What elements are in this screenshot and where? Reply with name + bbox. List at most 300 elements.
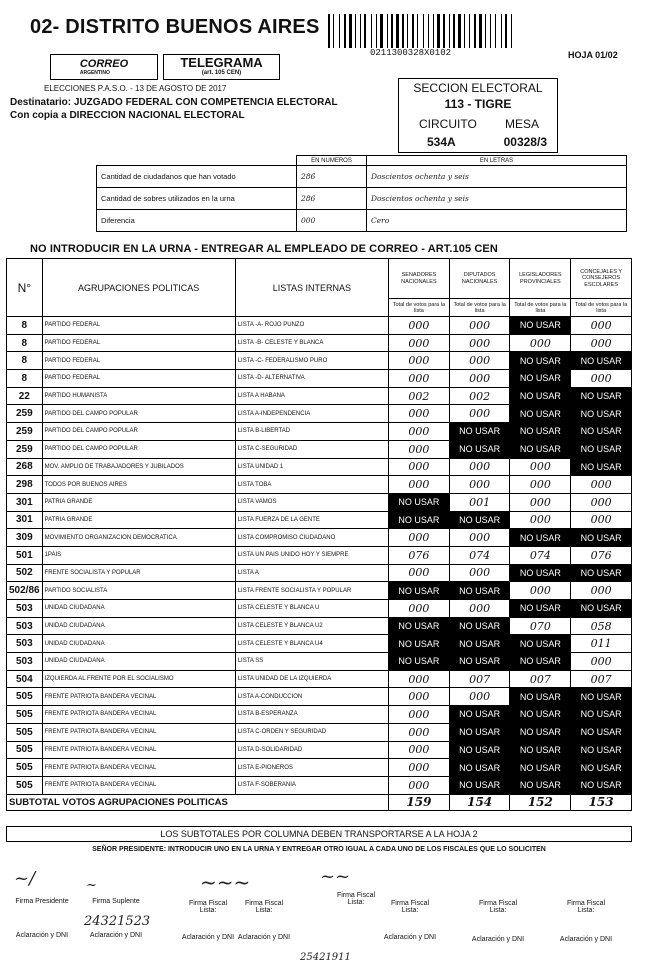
barcode-bar <box>428 14 429 48</box>
votes-table <box>6 258 632 811</box>
cell-senadores: NO USAR <box>389 582 450 600</box>
cell-legisladores: NO USAR <box>510 405 571 423</box>
cell-legisladores: NO USAR <box>510 529 571 547</box>
summary-table <box>96 155 627 232</box>
row-number: 505 <box>7 688 43 706</box>
cell-concejales: 000 <box>571 476 632 494</box>
cell-legisladores: 000 <box>510 582 571 600</box>
table-row <box>7 564 632 582</box>
barcode-bar <box>389 14 390 48</box>
table-row <box>7 334 632 352</box>
cell-diputados: 000 <box>449 476 510 494</box>
row-number: 309 <box>7 529 43 547</box>
barcode-bar <box>485 14 486 48</box>
cell-legisladores: NO USAR <box>510 387 571 405</box>
table-row <box>7 529 632 547</box>
cell-legisladores: NO USAR <box>510 776 571 794</box>
signature-scribble: ~ <box>86 878 97 893</box>
row-agrupacion: 1PAIS <box>42 546 235 564</box>
cell-senadores: 000 <box>389 688 450 706</box>
cell-legisladores: NO USAR <box>510 741 571 759</box>
row-number: 505 <box>7 741 43 759</box>
barcode-bar <box>474 14 476 48</box>
cell-diputados: 000 <box>449 370 510 388</box>
cell-legisladores: NO USAR <box>510 600 571 618</box>
row-number: 503 <box>7 653 43 671</box>
row-lista: LISTA SS <box>235 653 388 671</box>
president-note: SEÑOR PRESIDENTE: INTRODUCIR UNO EN LA URNA Y ENTREGAR OTRO IGUAL A CADA UNO DE LOS FISCALES QUE LO SOLICITEN <box>92 846 546 853</box>
barcode-bar <box>371 14 372 48</box>
cell-concejales: NO USAR <box>571 529 632 547</box>
row-number: 22 <box>7 387 43 405</box>
barcode-bar <box>396 14 399 48</box>
barcode-bar <box>355 14 356 48</box>
row-agrupacion: FRENTE PATRIOTA BANDERA VECINAL <box>42 688 235 706</box>
cell-senadores: 000 <box>389 405 450 423</box>
cell-legisladores: 000 <box>510 334 571 352</box>
aclaracion-suplente: Aclaración y DNI <box>89 932 143 939</box>
row-number: 505 <box>7 706 43 724</box>
cell-concejales: 007 <box>571 670 632 688</box>
col-num: N° <box>7 259 43 317</box>
row-lista: LISTA -C- FEDERALISMO PURO <box>235 352 388 370</box>
subtotal-legisladores: 152 <box>510 794 571 810</box>
summary-label: Diferencia <box>97 210 297 232</box>
telegrama-subtitle: (art. 105 CEN) <box>201 70 242 76</box>
cell-legisladores: 000 <box>510 493 571 511</box>
table-row <box>7 706 632 724</box>
row-number: 8 <box>7 317 43 335</box>
cell-senadores: 000 <box>389 334 450 352</box>
barcode-bar <box>456 14 457 48</box>
cell-senadores: 000 <box>389 706 450 724</box>
barcode-bar <box>449 14 450 48</box>
row-number: 503 <box>7 635 43 653</box>
cell-senadores: NO USAR <box>389 493 450 511</box>
cell-diputados: 000 <box>449 317 510 335</box>
row-agrupacion: PARTIDO DEL CAMPO POPULAR <box>42 423 235 441</box>
barcode-bar <box>508 14 510 48</box>
barcode-bar <box>402 14 404 48</box>
col-concejales: CONCEJALES Y CONSEJEROS ESCOLARES <box>571 259 632 299</box>
warning-text: NO INTRODUCIR EN LA URNA - ENTREGAR AL EMPLEADO DE CORREO - ART.105 CEN <box>30 243 498 255</box>
copia: Con copia a DIRECCION NACIONAL ELECTORAL <box>10 110 245 121</box>
barcode-bar <box>339 14 340 48</box>
row-agrupacion: UNIDAD CIUDADANA <box>42 600 235 618</box>
seccion-box <box>398 78 558 153</box>
firma-fiscal-1: Firma Fiscal Lista: <box>188 900 228 914</box>
row-lista: LISTA FUERZA DE LA GENTE <box>235 511 388 529</box>
barcode-bar <box>364 14 366 48</box>
row-number: 259 <box>7 440 43 458</box>
row-lista: LISTA CELESTE Y BLANCA U2 <box>235 617 388 635</box>
barcode-bar <box>400 14 401 48</box>
barcode-bar <box>419 14 422 48</box>
cell-legisladores: NO USAR <box>510 440 571 458</box>
signature-scribble: ~~ <box>320 866 351 887</box>
barcode-bar <box>331 14 332 48</box>
cell-diputados: 000 <box>449 600 510 618</box>
col-senadores: SENADORES NACIONALES <box>389 259 450 299</box>
row-lista: LISTA UNIDAD 1 <box>235 458 388 476</box>
cell-senadores: 000 <box>389 741 450 759</box>
barcode <box>328 14 558 48</box>
cell-legisladores: NO USAR <box>510 317 571 335</box>
barcode-bar <box>433 14 434 48</box>
cell-legisladores: 000 <box>510 458 571 476</box>
barcode-bar <box>441 14 442 48</box>
cell-diputados: 000 <box>449 405 510 423</box>
cell-concejales: 000 <box>571 582 632 600</box>
barcode-bar <box>405 14 406 48</box>
circuito-value: 534A <box>427 135 456 149</box>
row-lista: LISTA VAMOS <box>235 493 388 511</box>
cell-senadores: 076 <box>389 546 450 564</box>
cell-legisladores: NO USAR <box>510 352 571 370</box>
cell-legisladores: 007 <box>510 670 571 688</box>
cell-diputados: 000 <box>449 564 510 582</box>
row-number: 8 <box>7 370 43 388</box>
barcode-bar <box>341 14 343 48</box>
cell-diputados: NO USAR <box>449 582 510 600</box>
cell-legisladores: NO USAR <box>510 723 571 741</box>
row-agrupacion: PARTIDO FEDERAL <box>42 352 235 370</box>
barcode-bar <box>328 14 330 48</box>
cell-diputados: 007 <box>449 670 510 688</box>
barcode-bar <box>437 14 440 48</box>
signatures-area <box>0 862 640 962</box>
barcode-bar <box>373 14 375 48</box>
table-row <box>7 653 632 671</box>
cell-concejales: NO USAR <box>571 352 632 370</box>
row-number: 501 <box>7 546 43 564</box>
summary-num: 286 <box>297 166 367 188</box>
barcode-bar <box>349 14 352 48</box>
recipients <box>10 96 338 122</box>
aclaracion-presidente: Aclaración y DNI <box>15 932 69 939</box>
barcode-bar <box>490 14 491 48</box>
table-row <box>7 759 632 777</box>
cell-concejales: NO USAR <box>571 564 632 582</box>
barcode-bar <box>360 14 361 48</box>
barcode-bar <box>347 14 348 48</box>
seccion-value: 113 - TIGRE <box>444 97 512 111</box>
telegrama-box <box>163 54 280 80</box>
barcode-bar <box>469 14 470 48</box>
total-label: Total de votos para la lista <box>389 299 450 317</box>
cell-senadores: 000 <box>389 423 450 441</box>
row-lista: LISTA FRENTE SOCIALISTA Y POPULAR <box>235 582 388 600</box>
barcode-bar <box>513 14 515 48</box>
row-agrupacion: PARTIDO SOCIALISTA <box>42 582 235 600</box>
barcode-bar <box>497 14 500 48</box>
cell-legisladores: 070 <box>510 617 571 635</box>
row-lista: LISTA E-PIONEROS <box>235 759 388 777</box>
barcode-bar <box>430 14 432 48</box>
barcode-bar <box>446 14 448 48</box>
summary-num: 000 <box>297 210 367 232</box>
firma-suplente: Firma Suplente <box>92 898 140 905</box>
barcode-bar <box>479 14 482 48</box>
district-title: 02- DISTRITO BUENOS AIRES <box>30 16 320 38</box>
barcode-bar <box>425 14 427 48</box>
row-number: 503 <box>7 617 43 635</box>
barcode-bar <box>394 14 395 48</box>
barcode-bar <box>492 14 494 48</box>
cell-diputados: NO USAR <box>449 511 510 529</box>
barcode-bar <box>458 14 461 48</box>
table-row <box>7 511 632 529</box>
cell-diputados: NO USAR <box>449 617 510 635</box>
transport-note: LOS SUBTOTALES POR COLUMNA DEBEN TRANSPORTARSE A LA HOJA 2 <box>6 826 632 842</box>
barcode-number: 0211300328X0102 <box>370 48 452 58</box>
cell-diputados: 000 <box>449 688 510 706</box>
cell-concejales: 000 <box>571 653 632 671</box>
summary-num: 286 <box>297 188 367 210</box>
cell-concejales: 000 <box>571 317 632 335</box>
row-agrupacion: FRENTE SOCIALISTA Y POPULAR <box>42 564 235 582</box>
barcode-bar <box>367 14 370 48</box>
table-row <box>7 600 632 618</box>
destinatario: Destinatario: JUZGADO FEDERAL CON COMPETENCIA ELECTORAL <box>10 97 338 108</box>
cell-senadores: 000 <box>389 317 450 335</box>
telegrama-title: TELEGRAMA <box>180 55 263 70</box>
cell-senadores: 000 <box>389 600 450 618</box>
firma-presidente: Firma Presidente <box>15 898 69 905</box>
mesa-label: MESA <box>504 117 539 131</box>
barcode-bar <box>333 14 334 48</box>
cell-diputados: NO USAR <box>449 423 510 441</box>
barcode-bar <box>464 14 465 48</box>
cell-senadores: 000 <box>389 670 450 688</box>
cell-concejales: NO USAR <box>571 706 632 724</box>
row-number: 8 <box>7 352 43 370</box>
aclaracion-fiscal-6: Aclaración y DNI <box>559 936 613 943</box>
barcode-bar <box>387 14 388 48</box>
cell-senadores: NO USAR <box>389 617 450 635</box>
firma-fiscal-6: Firma Fiscal Lista: <box>566 900 606 914</box>
cell-diputados: NO USAR <box>449 723 510 741</box>
row-agrupacion: PARTIDO DEL CAMPO POPULAR <box>42 405 235 423</box>
cell-senadores: NO USAR <box>389 511 450 529</box>
cell-legisladores: NO USAR <box>510 635 571 653</box>
barcode-bar <box>451 14 452 48</box>
row-number: 301 <box>7 493 43 511</box>
row-lista: LISTA CELESTE Y BLANCA U <box>235 600 388 618</box>
row-number: 505 <box>7 723 43 741</box>
col-legisladores: LEGISLADORES PROVINCIALES <box>510 259 571 299</box>
barcode-bar <box>487 14 489 48</box>
cell-concejales: NO USAR <box>571 387 632 405</box>
table-row <box>7 370 632 388</box>
barcode-bar <box>466 14 468 48</box>
page-number: HOJA 01/02 <box>568 50 618 60</box>
table-row <box>7 387 632 405</box>
cell-concejales: 000 <box>571 370 632 388</box>
table-row <box>7 723 632 741</box>
barcode-bar <box>462 14 463 48</box>
col-diputados: DIPUTADOS NACIONALES <box>449 259 510 299</box>
row-agrupacion: PARTIDO HUMANISTA <box>42 387 235 405</box>
handwritten-dni: 24321523 <box>84 914 151 929</box>
firma-fiscal-5: Firma Fiscal Lista: <box>478 900 518 914</box>
firma-fiscal-4: Firma Fiscal Lista: <box>390 900 430 914</box>
table-row <box>7 635 632 653</box>
cell-senadores: 000 <box>389 458 450 476</box>
cell-senadores: 000 <box>389 476 450 494</box>
cell-diputados: NO USAR <box>449 759 510 777</box>
cell-concejales: 000 <box>571 493 632 511</box>
cell-legisladores: NO USAR <box>510 706 571 724</box>
barcode-bar <box>357 14 359 48</box>
handwritten-bottom: 25421911 <box>300 952 351 963</box>
cell-diputados: 000 <box>449 529 510 547</box>
cell-diputados: 001 <box>449 493 510 511</box>
cell-legisladores: NO USAR <box>510 564 571 582</box>
cell-concejales: 000 <box>571 511 632 529</box>
summary-letras: Cero <box>367 210 627 232</box>
cell-concejales: NO USAR <box>571 776 632 794</box>
row-agrupacion: MOV. AMPLIO DE TRABAJADORES Y JUBILADOS <box>42 458 235 476</box>
barcode-bar <box>423 14 424 48</box>
barcode-bar <box>376 14 377 48</box>
barcode-bar <box>378 14 379 48</box>
row-lista: LISTA COMPROMISO CIUDADANO <box>235 529 388 547</box>
barcode-bar <box>380 14 383 48</box>
row-agrupacion: TODOS POR BUENOS AIRES <box>42 476 235 494</box>
row-lista: LISTA B-ESPERANZA <box>235 706 388 724</box>
barcode-bar <box>344 14 346 48</box>
barcode-bar <box>503 14 504 48</box>
seccion-label: SECCION ELECTORAL <box>413 81 543 95</box>
cell-diputados: 000 <box>449 334 510 352</box>
table-row <box>7 493 632 511</box>
row-agrupacion: PARTIDO FEDERAL <box>42 334 235 352</box>
cell-senadores: 000 <box>389 529 450 547</box>
row-agrupacion: FRENTE PATRIOTA BANDERA VECINAL <box>42 741 235 759</box>
total-label: Total de votos para la lista <box>571 299 632 317</box>
cell-senadores: 000 <box>389 723 450 741</box>
cell-diputados: 000 <box>449 458 510 476</box>
barcode-bar <box>505 14 507 48</box>
row-agrupacion: FRENTE PATRIOTA BANDERA VECINAL <box>42 723 235 741</box>
row-lista: LISTA -D- ALTERNATIVA <box>235 370 388 388</box>
barcode-bar <box>353 14 354 48</box>
row-agrupacion: IZQUIERDA AL FRENTE POR EL SOCIALISMO <box>42 670 235 688</box>
table-row <box>7 617 632 635</box>
cell-senadores: 000 <box>389 370 450 388</box>
row-lista: LISTA TOBA <box>235 476 388 494</box>
row-number: 259 <box>7 423 43 441</box>
col-agrupaciones: AGRUPACIONES POLITICAS <box>42 259 235 317</box>
row-lista: LISTA C-ORDEN Y SEGURIDAD <box>235 723 388 741</box>
row-lista: LISTA A <box>235 564 388 582</box>
mesa-value: 00328/3 <box>503 135 547 149</box>
cell-diputados: NO USAR <box>449 741 510 759</box>
barcode-bar <box>415 14 416 48</box>
row-number: 298 <box>7 476 43 494</box>
cell-diputados: NO USAR <box>449 635 510 653</box>
cell-diputados: NO USAR <box>449 776 510 794</box>
barcode-bar <box>511 14 512 48</box>
cell-legisladores: 000 <box>510 476 571 494</box>
table-row <box>7 405 632 423</box>
row-lista: LISTA A HABANA <box>235 387 388 405</box>
barcode-bar <box>471 14 473 48</box>
signature-scribble: ~/ <box>14 868 36 889</box>
row-lista: LISTA -B- CELESTE Y BLANCA <box>235 334 388 352</box>
row-lista: LISTA C-SEGURIDAD <box>235 440 388 458</box>
cell-concejales: NO USAR <box>571 600 632 618</box>
row-lista: LISTA F-SOBERANIA <box>235 776 388 794</box>
row-number: 504 <box>7 670 43 688</box>
aclaracion-fiscal-4: Aclaración y DNI <box>383 934 437 941</box>
row-agrupacion: MOVIMIENTO ORGANIZACION DEMOCRATICA <box>42 529 235 547</box>
barcode-bar <box>453 14 455 48</box>
cell-senadores: NO USAR <box>389 653 450 671</box>
row-agrupacion: UNIDAD CIUDADANA <box>42 617 235 635</box>
barcode-bar <box>477 14 478 48</box>
barcode-bar <box>362 14 363 48</box>
row-lista: LISTA B-LIBERTAD <box>235 423 388 441</box>
barcode-bar <box>391 14 393 48</box>
total-label: Total de votos para la lista <box>510 299 571 317</box>
aclaracion-fiscal-1: Aclaración y DNI <box>181 934 235 941</box>
cell-senadores: 000 <box>389 352 450 370</box>
row-agrupacion: PATRIA GRANDE <box>42 511 235 529</box>
cell-concejales: NO USAR <box>571 688 632 706</box>
cell-legisladores: NO USAR <box>510 688 571 706</box>
row-lista: LISTA UN PAIS UNIDO HOY Y SIEMPRE <box>235 546 388 564</box>
cell-legisladores: NO USAR <box>510 423 571 441</box>
cell-senadores: 002 <box>389 387 450 405</box>
row-agrupacion: FRENTE PATRIOTA BANDERA VECINAL <box>42 776 235 794</box>
cell-concejales: NO USAR <box>571 741 632 759</box>
barcode-bar <box>335 14 338 48</box>
cell-concejales: NO USAR <box>571 759 632 777</box>
barcode-bar <box>435 14 436 48</box>
aclaracion-fiscal-5: Aclaración y DNI <box>471 936 525 943</box>
row-agrupacion: PARTIDO FEDERAL <box>42 370 235 388</box>
cell-senadores: 000 <box>389 564 450 582</box>
subtotal-concejales: 153 <box>571 794 632 810</box>
row-agrupacion: UNIDAD CIUDADANA <box>42 653 235 671</box>
summary-letras: Doscientos ochenta y seis <box>367 166 627 188</box>
row-number: 259 <box>7 405 43 423</box>
cell-legisladores: 074 <box>510 546 571 564</box>
cell-diputados: NO USAR <box>449 706 510 724</box>
row-agrupacion: PARTIDO FEDERAL <box>42 317 235 335</box>
cell-senadores: 000 <box>389 759 450 777</box>
cell-diputados: NO USAR <box>449 653 510 671</box>
table-row <box>7 352 632 370</box>
row-number: 502 <box>7 564 43 582</box>
cell-legisladores: NO USAR <box>510 370 571 388</box>
row-lista: LISTA CELESTE Y BLANCA U4 <box>235 635 388 653</box>
cell-diputados: 074 <box>449 546 510 564</box>
cell-concejales: NO USAR <box>571 440 632 458</box>
barcode-bar <box>483 14 484 48</box>
row-agrupacion: UNIDAD CIUDADANA <box>42 635 235 653</box>
table-row <box>7 458 632 476</box>
cell-concejales: 058 <box>571 617 632 635</box>
row-number: 503 <box>7 600 43 618</box>
table-row <box>7 546 632 564</box>
row-number: 505 <box>7 776 43 794</box>
row-lista: LISTA UNIDAD DE LA IZQUIERDA <box>235 670 388 688</box>
signature-scribble: ~~~ <box>200 870 251 894</box>
row-lista: LISTA A-CONDUCCION <box>235 688 388 706</box>
